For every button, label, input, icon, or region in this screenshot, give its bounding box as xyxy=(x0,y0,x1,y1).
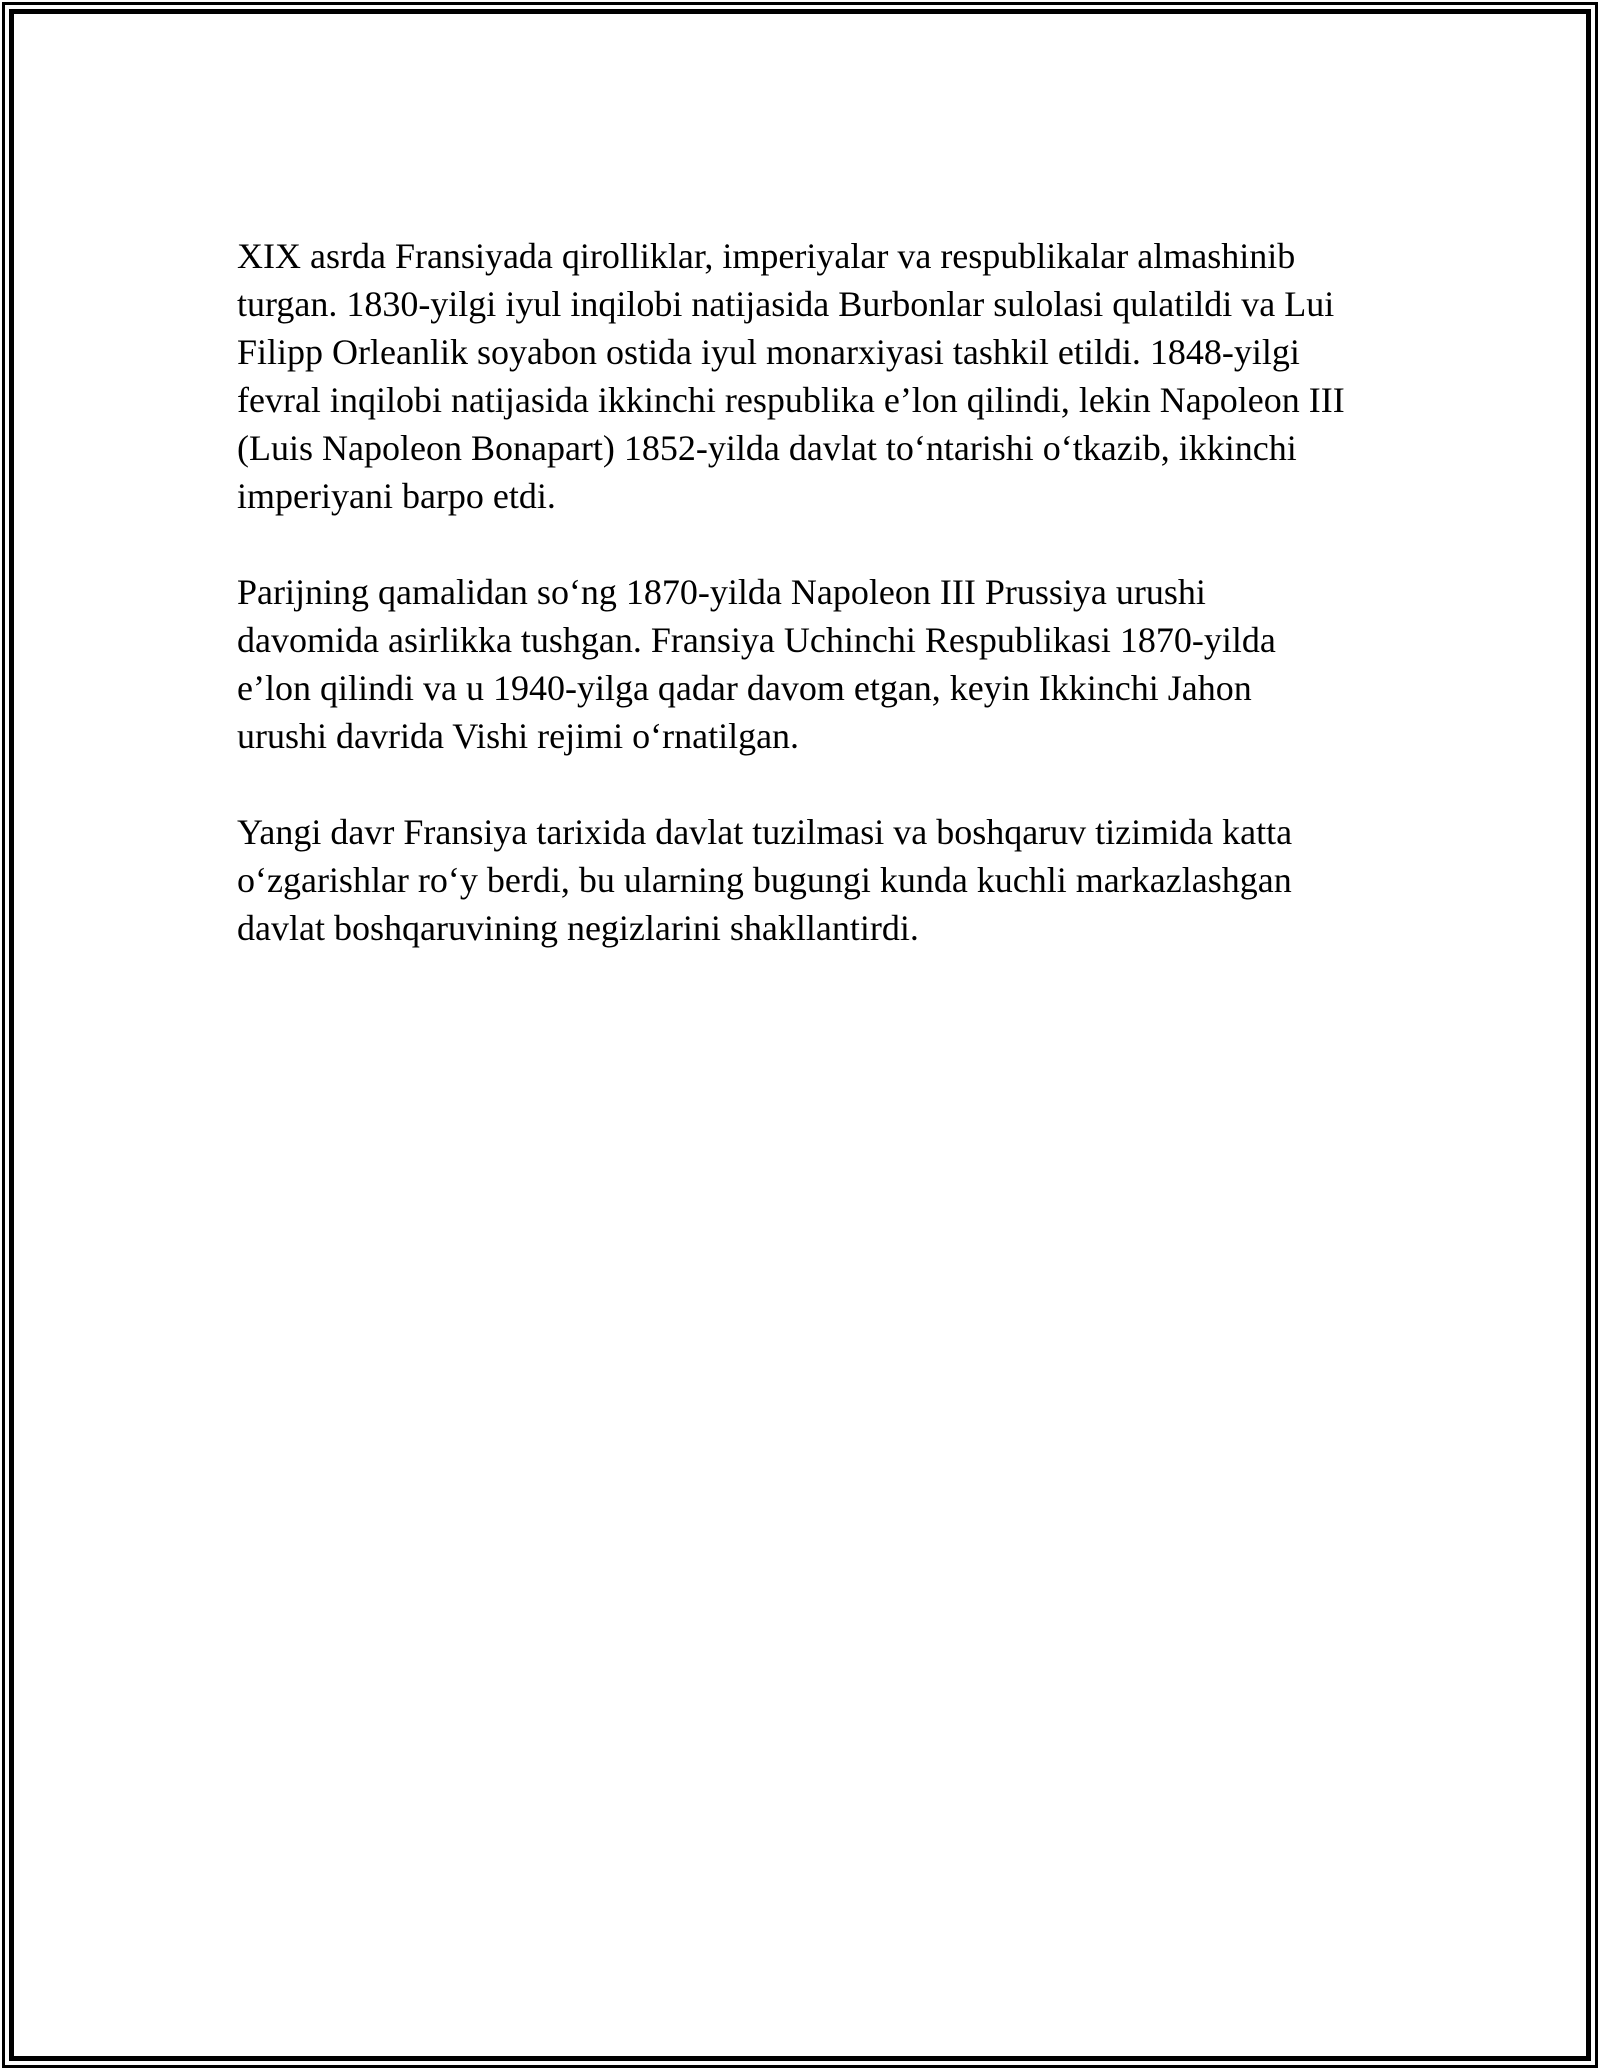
text-line: Filipp Orleanlik soyabon ostida iyul monarxiyasi tashkil etildi. 1848-yilgi xyxy=(237,332,1300,372)
text-line: XIX asrda Fransiyada qirolliklar, imperiyalar va respublikalar almashinib xyxy=(237,236,1296,276)
paragraph xyxy=(237,568,1345,760)
text-line: oʻzgarishlar roʻy berdi, bu ularning bugungi kunda kuchli markazlashgan xyxy=(237,860,1292,900)
paragraph xyxy=(237,808,1345,952)
text-line: davomida asirlikka tushgan. Fransiya Uchinchi Respublikasi 1870-yilda xyxy=(237,620,1276,660)
text-line: imperiyani barpo etdi. xyxy=(237,476,556,516)
text-line: davlat boshqaruvining negizlarini shakllantirdi. xyxy=(237,908,919,948)
text-line: Parijning qamalidan soʻng 1870-yilda Napoleon III Prussiya urushi xyxy=(237,572,1206,612)
paragraph xyxy=(237,232,1345,520)
text-line: urushi davrida Vishi rejimi oʻrnatilgan. xyxy=(237,716,800,756)
text-line: turgan. 1830-yilgi iyul inqilobi natijasida Burbonlar sulolasi qulatildi va Lui xyxy=(237,284,1335,324)
text-line: (Luis Napoleon Bonapart) 1852-yilda davlat toʻntarishi oʻtkazib, ikkinchi xyxy=(237,428,1297,468)
text-line: fevral inqilobi natijasida ikkinchi respublika e’lon qilindi, lekin Napoleon III xyxy=(237,380,1345,420)
text-line: Yangi davr Fransiya tarixida davlat tuzilmasi va boshqaruv tizimida katta xyxy=(237,812,1293,852)
text-block xyxy=(237,232,1345,952)
text-line: e’lon qilindi va u 1940-yilga qadar davom etgan, keyin Ikkinchi Jahon xyxy=(237,668,1252,708)
